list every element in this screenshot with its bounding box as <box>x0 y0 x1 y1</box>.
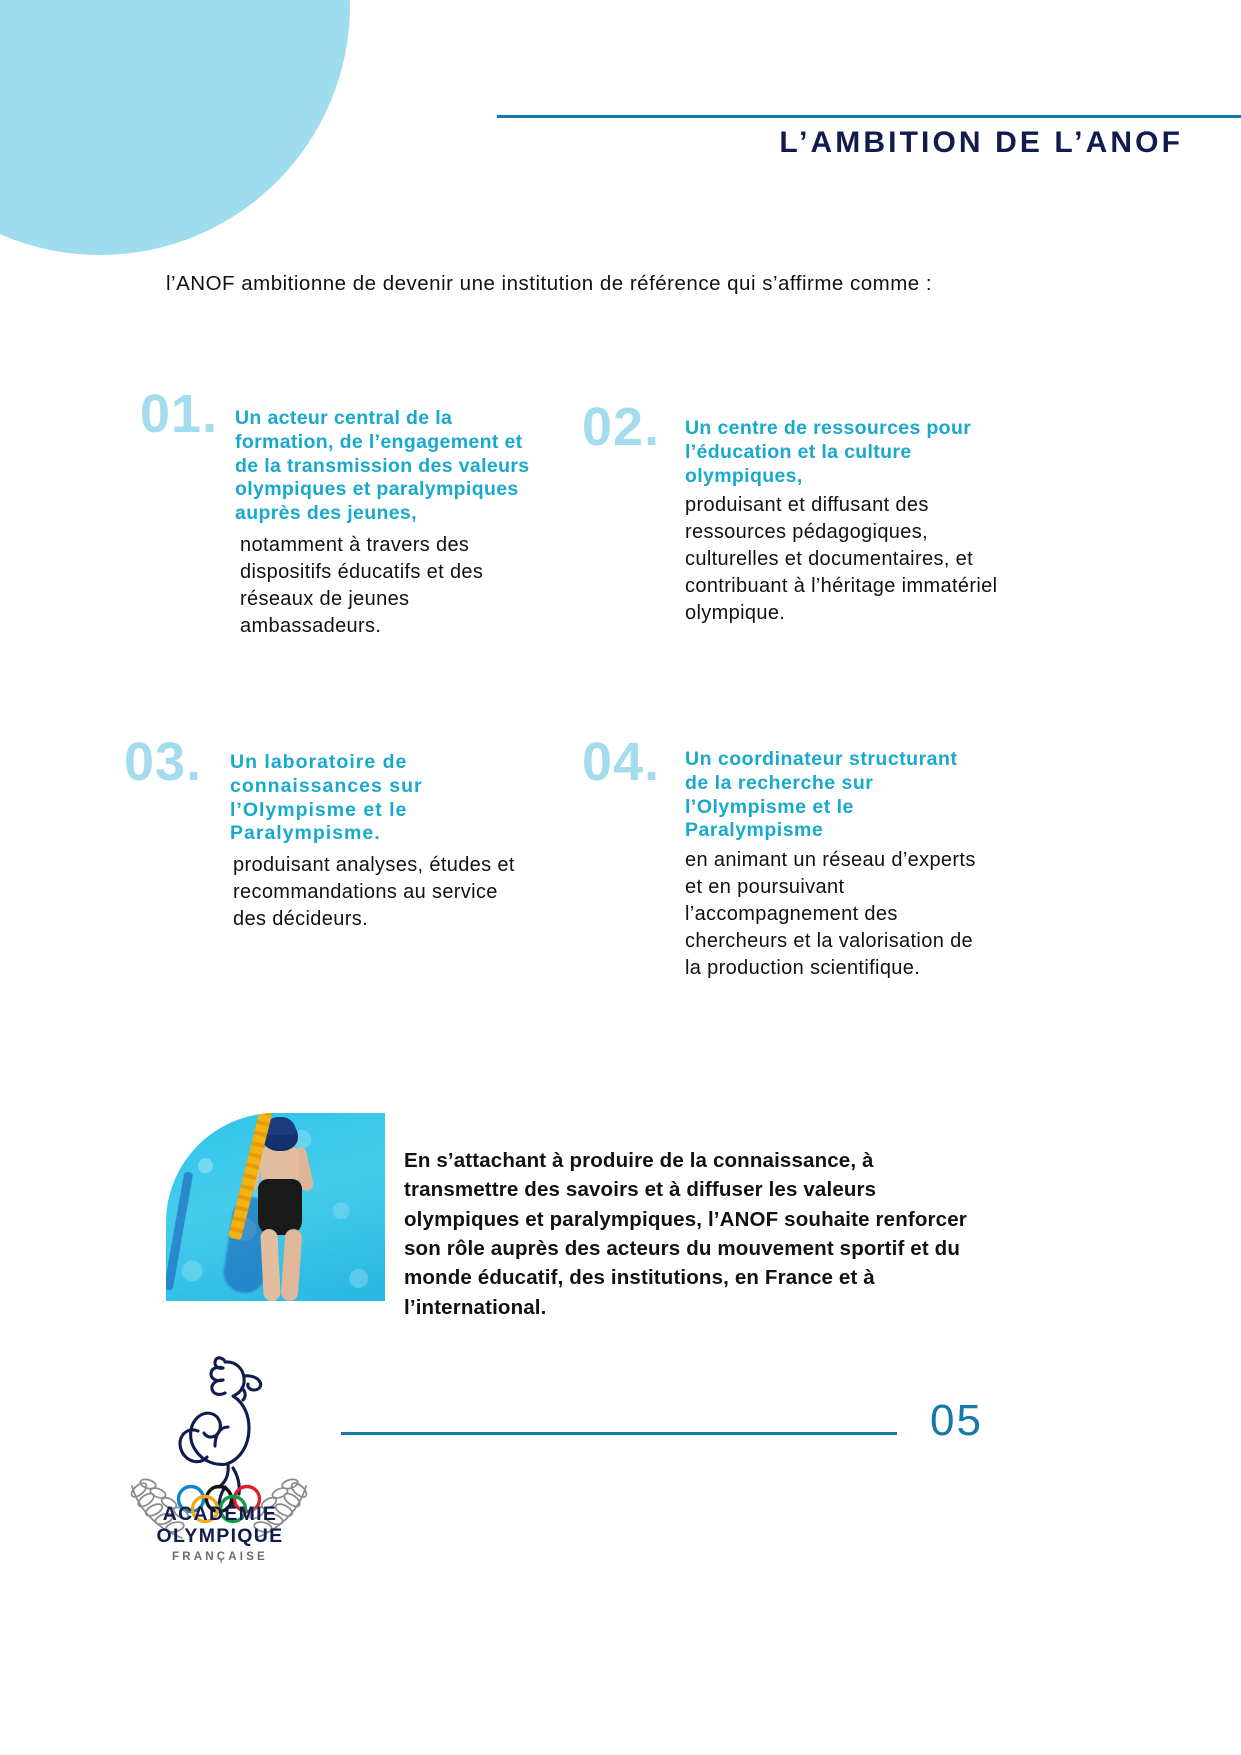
decorative-circle <box>0 0 350 255</box>
logo-wordmark-line2: OLYMPIQUE <box>156 1524 284 1547</box>
item-text-03: produisant analyses, études et recommandations au service des décideurs. <box>233 854 515 931</box>
item-heading-01: Un acteur central de la formation, de l’engagement et de la transmission des valeurs olympiques et paralympiques auprès des jeunes, <box>235 407 530 525</box>
swimmer-suit <box>258 1179 302 1235</box>
item-body-02 <box>685 417 1000 627</box>
item-heading-04: Un coordinateur structurant de la recherche sur l’Olympisme et le Paralympisme <box>685 748 958 842</box>
item-text-04: en animant un réseau d’experts et en poursuivant l’accompagnement des chercheurs et la valorisation de la production scientifique. <box>685 849 976 980</box>
header-rule <box>497 115 1241 118</box>
item-number-01: 01. <box>140 384 219 444</box>
item-text-02: produisant et diffusant des ressources pédagogiques, culturelles et documentaires, et contribuant à l’héritage immatériel olympique. <box>685 494 998 625</box>
item-number-04: 04. <box>582 732 661 792</box>
intro-paragraph: l’ANOF ambitionne de devenir une institution de référence qui s’affirme comme : <box>166 272 933 295</box>
swimmer-photo <box>166 1113 385 1301</box>
logo-wordmark-line1: ACADÉMIE <box>162 1503 278 1525</box>
item-heading-02: Un centre de ressources pour l’éducation et la culture olympiques, <box>685 417 972 487</box>
page-number: 05 <box>930 1396 983 1445</box>
item-body-03 <box>230 751 520 933</box>
rooster-icon <box>180 1358 261 1507</box>
page-title: L’AMBITION DE L’ANOF <box>779 126 1183 159</box>
item-heading-03: Un laboratoire de connaissances sur l’Olympisme et le Paralympisme. <box>230 751 423 845</box>
footer-rule <box>341 1432 897 1435</box>
item-body-01 <box>235 407 550 640</box>
item-text-01: notamment à travers des dispositifs éducatifs et des réseaux de jeunes ambassadeurs. <box>240 533 484 637</box>
logo-subtitle: FRANÇAISE <box>172 1551 268 1563</box>
item-number-02: 02. <box>582 397 661 457</box>
item-body-04 <box>685 748 985 982</box>
closing-paragraph: En s’attachant à produire de la connaissance, à transmettre des savoirs et à diffuser les valeurs olympiques et paralympiques, l’ANOF souhaite renforcer son rôle auprès des acteurs du mouvement sportif et du monde éducatif, des institutions, en France et à l’international. <box>404 1149 967 1319</box>
item-number-03: 03. <box>124 732 203 792</box>
logo-wordmark <box>112 1504 328 1548</box>
